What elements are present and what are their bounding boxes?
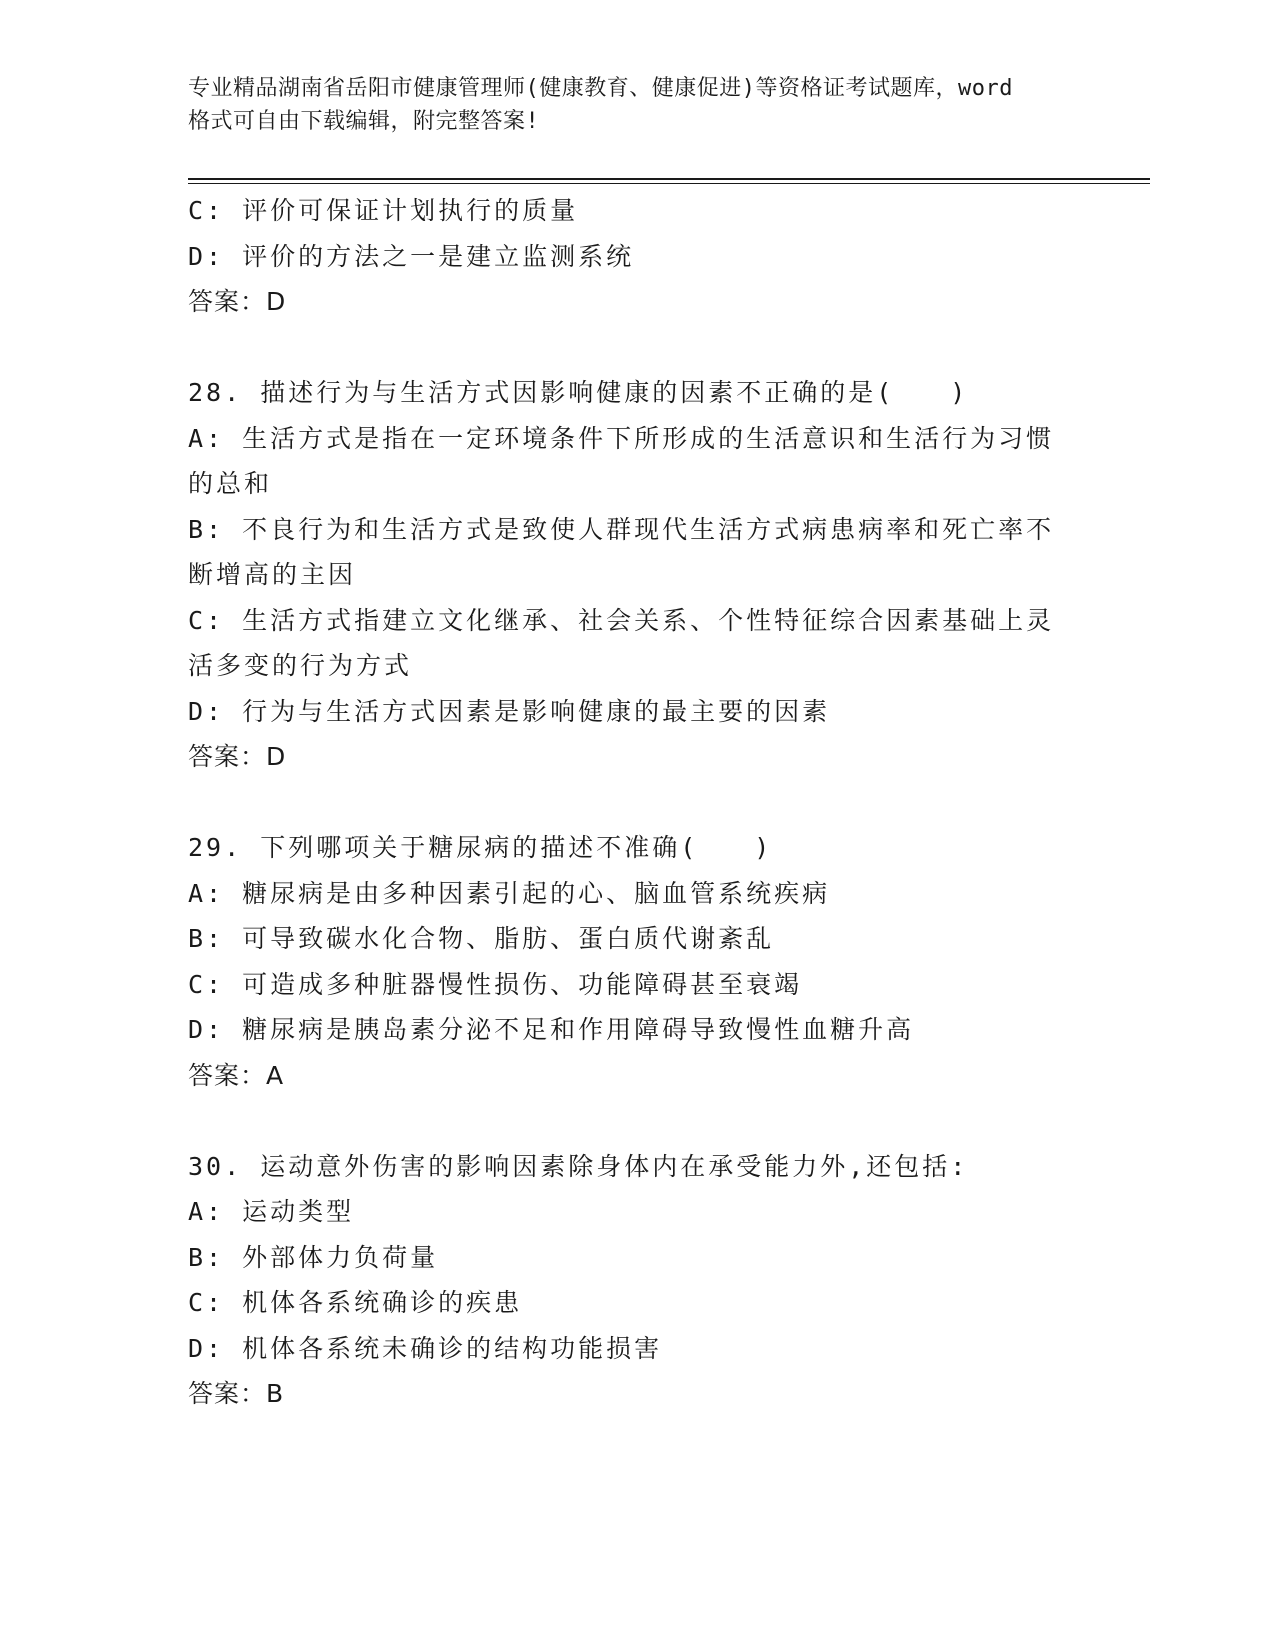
question-content [188,188,1078,1417]
option-c: C: 生活方式指建立文化继承、社会关系、个性特征综合因素基础上灵 [188,605,1055,635]
option-c-continued: 活多变的行为方式 [188,651,413,680]
option-a: A: 生活方式是指在一定环境条件下所形成的生活意识和生活行为习惯 [188,423,1055,453]
spacer [188,780,1078,826]
header-line-1: 专业精品湖南省岳阳市健康管理师(健康教育、健康促进)等资格证考试题库，word [188,76,1013,101]
question-stem: 28. 描述行为与生活方式因影响健康的因素不正确的是( ) [188,378,969,407]
option-b: B: 外部体力负荷量 [188,1242,439,1272]
option-b-continued: 断增高的主因 [188,560,357,589]
option-b: B: 不良行为和生活方式是致使人群现代生活方式病患病率和死亡率不 [188,514,1055,544]
question-stem: 30. 运动意外伤害的影响因素除身体内在承受能力外,还包括: [188,1151,969,1181]
option-d: D: 糖尿病是胰岛素分泌不足和作用障碍导致慢性血糖升高 [188,1015,915,1044]
question-30 [188,1144,1078,1417]
document-header [188,72,1088,138]
answer-line: 答案：A [188,1060,285,1090]
option-d: D: 评价的方法之一是建立监测系统 [188,241,635,271]
answer-line: 答案：D [188,287,287,316]
option-a: A: 运动类型 [188,1197,355,1226]
spacer [188,325,1078,371]
option-d: D: 行为与生活方式因素是影响健康的最主要的因素 [188,696,831,726]
option-b: B: 可导致碳水化合物、脂肪、蛋白质代谢紊乱 [188,924,775,953]
option-d: D: 机体各系统未确诊的结构功能损害 [188,1333,663,1363]
header-rule-thick [188,178,1150,180]
question-28 [188,370,1078,780]
option-a-continued: 的总和 [188,469,273,498]
answer-line: 答案：B [188,1379,285,1408]
header-rule-thin [188,183,1150,184]
option-c: C: 机体各系统确诊的疾患 [188,1288,523,1317]
spacer [188,1098,1078,1144]
previous-question-tail [188,188,1078,325]
option-c: C: 可造成多种脏器慢性损伤、功能障碍甚至衰竭 [188,969,803,999]
option-a: A: 糖尿病是由多种因素引起的心、脑血管系统疾病 [188,878,831,908]
option-c: C: 评价可保证计划执行的质量 [188,196,579,225]
question-29 [188,825,1078,1098]
question-stem: 29. 下列哪项关于糖尿病的描述不准确( ) [188,833,773,862]
answer-line: 答案：D [188,742,287,771]
header-line-2: 格式可自由下载编辑，附完整答案! [188,109,540,134]
